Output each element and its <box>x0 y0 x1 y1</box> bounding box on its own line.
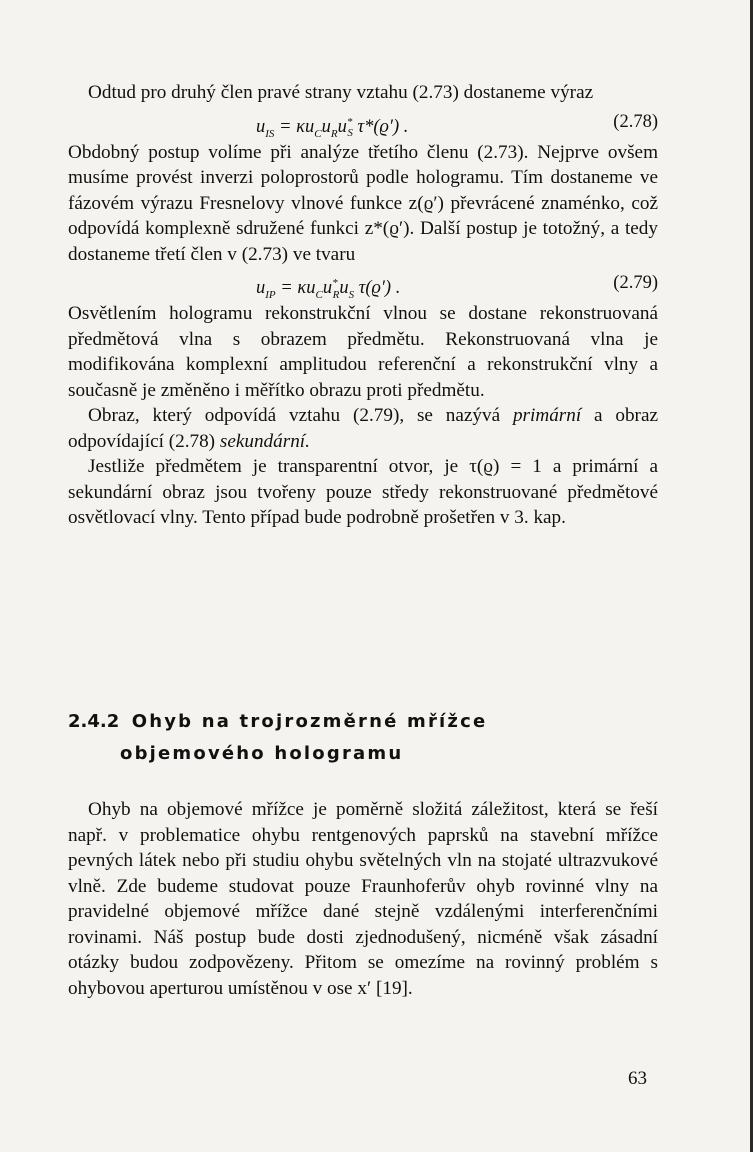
equation-2-79-number: (2.79) <box>613 273 658 293</box>
section-title-line1: Ohyb na trojrozměrné mřížce <box>131 711 488 732</box>
paragraph-transparent-aperture: Jestliže předmětem je transparentní otvor, je τ(ϱ) = 1 a primární a sekundární obraz jsou tvořeny pouze středy rekonstruované předmětové osvětlovací vlny. Tento případ bude podrobně prošetřen v 3. kap. <box>68 456 658 528</box>
equation-2-79 <box>68 267 658 301</box>
equation-2-79-body: $u_{IP} = \kappa u_Cu^*_Ru_S$ τ(ϱ′) . <box>256 277 401 301</box>
paragraph-volume-grating: Ohyb na objemové mřížce je poměrně složitá záležitost, která se řeší např. v problematice ohybu rentgenových paprsků na stavební mřížce pevných látek nebo při studiu ohybu světelných vln na stojaté ultrazvukové vlně. Zde budeme studovat pouze Fraunhoferův ohyb rovinné vlny na pravidelné objemové mřížce dané stejně vzdálenými interferenčními rovinami. Náš postup bude dosti zjednodušený, nicméně však zásadní otázky budou zodpovězeny. Přitom se omezíme na rovinný problém s ohybovou aperturou umístěnou v ose x′ [19]. <box>68 799 658 999</box>
paragraph-intro: Odtud pro druhý člen pravé strany vztahu (2.73) dostaneme výraz <box>88 82 594 103</box>
equation-2-78-body: $u_{IS} = \kappa u_Cu_Ru^*_S$ τ*(ϱ′) . <box>256 115 409 140</box>
lower-text-block <box>68 797 658 1001</box>
equation-2-78 <box>68 106 658 140</box>
section-heading <box>68 706 487 770</box>
upper-text-block <box>68 80 658 531</box>
term-primary: primární <box>512 405 582 426</box>
paragraph-inversion: Obdobný postup volíme při analýze třetího členu (2.73). Nejprve ovšem musíme provést inverzi poloprostorů podle hologramu. Tím dostaneme ve fázovém výrazu Fresnelovy vlnové funkce z(ϱ′) převrácené znaménko, což odpovídá komplexně sdružené funkci z*(ϱ′). Další postup je totožný, a tedy dostaneme třetí člen v (2.73) ve tvaru <box>68 141 658 265</box>
equation-2-78-number: (2.78) <box>613 111 658 132</box>
section-number: 2.4.2 <box>68 711 120 732</box>
paragraph-reconstruction: Osvětlením hologramu rekonstrukční vlnou se dostane rekonstruovaná předmětová vlna s obrazem předmětu. Rekonstruovaná vlna je modifikována komplexní amplitudou referenční a rekonstrukční vlny a současně je změněno i měřítko obrazu proti předmětu. <box>68 303 658 401</box>
term-secondary: sekundární. <box>219 430 310 452</box>
page-number: 63 <box>628 1068 647 1089</box>
section-title-line2: objemového hologramu <box>120 743 404 764</box>
paragraph-primary-secondary: Obraz, který odpovídá vztahu (2.79), se nazývá primární a obraz odpovídající (2.78) sekundární. <box>68 405 658 452</box>
